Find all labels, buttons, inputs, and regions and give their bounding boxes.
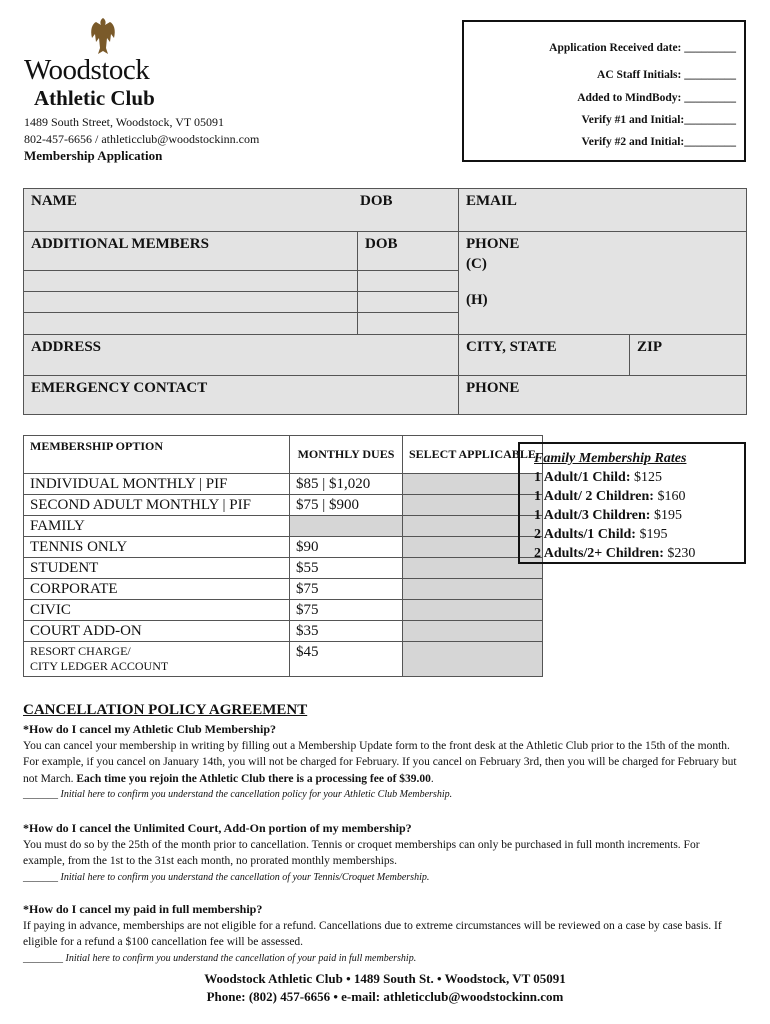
- table-row: [24, 579, 543, 600]
- table-row: [24, 495, 543, 516]
- option-name: [24, 642, 290, 677]
- emergency-contact-field[interactable]: [23, 375, 459, 415]
- option-dues: $85 | $1,020: [290, 474, 403, 495]
- select-header: SELECT APPLICABLE: [403, 436, 543, 474]
- rate-label: 1 Adult/1 Child:: [534, 470, 631, 485]
- option-name: FAMILY: [24, 516, 290, 537]
- initial-line[interactable]: _______ Initial here to confirm you understand the cancellation policy for your Athletic Club Membership.: [23, 789, 453, 800]
- table-row: [24, 600, 543, 621]
- rate-item: [534, 487, 730, 506]
- office-use-box: [462, 20, 746, 162]
- name-field[interactable]: [23, 188, 459, 232]
- member-dob-line-1[interactable]: [357, 270, 459, 292]
- rate-item: [534, 468, 730, 487]
- membership-options-table: [23, 435, 543, 677]
- eagle-logo-icon: [86, 16, 120, 56]
- member-line-1[interactable]: [23, 270, 358, 292]
- policy-answer-text: You can cancel your membership in writing by filling out a Membership Update form to the front desk at the Athletic Club prior to the 15th of the month. For example, if you cancel on January 14th, you will not be charged for February. If you cancel on February 3rd, then you will be charged for February but not March.: [23, 739, 737, 785]
- email-label: EMAIL: [466, 193, 517, 209]
- emergency-phone-label: PHONE: [466, 380, 520, 396]
- email-field[interactable]: [458, 188, 747, 232]
- table-row: [24, 621, 543, 642]
- option-dues: $75 | $900: [290, 495, 403, 516]
- option-dues: $55: [290, 558, 403, 579]
- rate-label: 2 Adults/2+ Children:: [534, 546, 664, 561]
- address-label: ADDRESS: [31, 339, 102, 355]
- policy-answer: You can cancel your membership in writing by filling out a Membership Update form to the front desk at the Athletic Club prior to the 15th of the month. For example, if you cancel on January 14th, you will not be charged for February. If you cancel on February 3rd, then you will be charged for February but not March. Each time you rejoin the Athletic Club there is a processing fee of $39.00.: [23, 739, 737, 785]
- option-dues: [290, 516, 403, 537]
- member-line-2[interactable]: [23, 291, 358, 313]
- rate-price: $230: [667, 546, 696, 561]
- address-field[interactable]: [23, 334, 459, 376]
- option-name: CIVIC: [24, 600, 290, 621]
- additional-members-field[interactable]: [23, 231, 358, 271]
- footer-contact: Phone: (802) 457-6656 • e-mail: athleticclub@woodstockinn.com: [206, 989, 564, 1004]
- policy-question: *How do I cancel the Unlimited Court, Add-On portion of my membership?: [23, 821, 412, 835]
- phone-field[interactable]: [458, 231, 747, 335]
- dob-label: DOB: [360, 193, 393, 209]
- option-dues: $35: [290, 621, 403, 642]
- club-contact: 802-457-6656 / athleticclub@woodstockinn.com: [24, 132, 260, 146]
- rate-label: 1 Adult/ 2 Children:: [534, 489, 654, 504]
- rate-price: $125: [633, 470, 662, 485]
- policy-section-2: [23, 820, 743, 886]
- zip-label: ZIP: [637, 339, 663, 355]
- rate-price: $195: [653, 508, 682, 523]
- policy-answer-bold: Each time you rejoin the Athletic Club there is a processing fee of $39.00: [76, 772, 431, 785]
- rate-label: 2 Adults/1 Child:: [534, 527, 636, 542]
- city-state-label: CITY, STATE: [466, 339, 557, 355]
- policy-question: *How do I cancel my paid in full membership?: [23, 902, 263, 916]
- select-checkbox[interactable]: [403, 642, 543, 677]
- family-rates-box: [518, 442, 746, 564]
- table-row: [24, 516, 543, 537]
- emergency-contact-label: EMERGENCY CONTACT: [31, 380, 208, 396]
- select-checkbox[interactable]: [403, 600, 543, 621]
- initial-line[interactable]: ________ Initial here to confirm you understand the cancellation of your paid in full membership.: [23, 952, 417, 964]
- option-dues: $45: [290, 642, 403, 677]
- policy-answer: If paying in advance, memberships are not eligible for a refund. Cancellations due to extreme circumstances will be reviewed on a case by case basis. If eligible for a refund a $100 cancellation fee will be assessed.: [23, 919, 722, 948]
- monthly-dues-header: MONTHLY DUES: [290, 436, 403, 474]
- cell-label: (C): [466, 256, 487, 272]
- brand-subtitle: Athletic Club: [34, 86, 155, 110]
- member-dob-line-3[interactable]: [357, 312, 459, 335]
- member-line-3[interactable]: [23, 312, 358, 335]
- club-address: 1489 South Street, Woodstock, VT 05091: [24, 115, 225, 129]
- option-name: TENNIS ONLY: [24, 537, 290, 558]
- emergency-phone-field[interactable]: [458, 375, 747, 415]
- rate-label: 1 Adult/3 Children:: [534, 508, 651, 523]
- select-checkbox[interactable]: [403, 579, 543, 600]
- option-name: INDIVIDUAL MONTHLY | PIF: [24, 474, 290, 495]
- policy-section-1: [23, 721, 743, 804]
- option-header: MEMBERSHIP OPTION: [24, 436, 290, 474]
- mindbody-field: Added to MindBody: _________: [577, 92, 736, 104]
- home-label: (H): [466, 292, 488, 308]
- rate-price: $160: [657, 489, 686, 504]
- option-name: SECOND ADULT MONTHLY | PIF: [24, 495, 290, 516]
- member-dob-line-2[interactable]: [357, 291, 459, 313]
- footer-address: Woodstock Athletic Club • 1489 South St. • Woodstock, VT 05091: [204, 971, 566, 986]
- zip-field[interactable]: [629, 334, 747, 376]
- rate-item: [534, 525, 730, 544]
- verify2-field: Verify #2 and Initial:_________: [581, 136, 736, 148]
- verify1-field: Verify #1 and Initial:_________: [581, 114, 736, 126]
- staff-initials-field: AC Staff Initials: _________: [597, 69, 736, 81]
- option-name: COURT ADD-ON: [24, 621, 290, 642]
- received-date-field: Application Received date: _________: [549, 42, 736, 54]
- family-rates-title: Family Membership Rates: [534, 451, 687, 466]
- option-name: CORPORATE: [24, 579, 290, 600]
- option-name: STUDENT: [24, 558, 290, 579]
- resort-line2: CITY LEDGER ACCOUNT: [30, 659, 169, 673]
- option-dues: $75: [290, 600, 403, 621]
- policy-answer: You must do so by the 25th of the month prior to cancellation. Tennis or croquet memberships can only be purchased in full month increments. For example, from the 1st to the 31st each month, no prorated monthly memberships.: [23, 838, 700, 867]
- additional-members-label: ADDITIONAL MEMBERS: [31, 236, 209, 252]
- table-row: [24, 537, 543, 558]
- brand-name: Woodstock: [24, 54, 150, 86]
- name-label: NAME: [31, 193, 77, 209]
- table-row: [24, 474, 543, 495]
- policy-question: *How do I cancel my Athletic Club Membership?: [23, 722, 276, 736]
- initial-line[interactable]: _______ Initial here to confirm you understand the cancellation of your Tennis/Croquet Membership.: [23, 871, 430, 883]
- rate-item: [534, 544, 730, 563]
- option-dues: $75: [290, 579, 403, 600]
- table-row: [24, 642, 543, 677]
- resort-line1: RESORT CHARGE/: [30, 644, 131, 658]
- select-checkbox[interactable]: [403, 621, 543, 642]
- city-state-field[interactable]: [458, 334, 630, 376]
- rate-price: $195: [639, 527, 668, 542]
- rate-item: [534, 506, 730, 525]
- table-row: [24, 558, 543, 579]
- phone-label: PHONE: [466, 236, 520, 252]
- option-dues: $90: [290, 537, 403, 558]
- form-title: Membership Application: [24, 148, 163, 163]
- policy-section-3: [23, 901, 743, 967]
- additional-dob-field[interactable]: [357, 231, 459, 271]
- additional-dob-label: DOB: [365, 236, 398, 252]
- policy-title: CANCELLATION POLICY AGREEMENT: [23, 702, 308, 718]
